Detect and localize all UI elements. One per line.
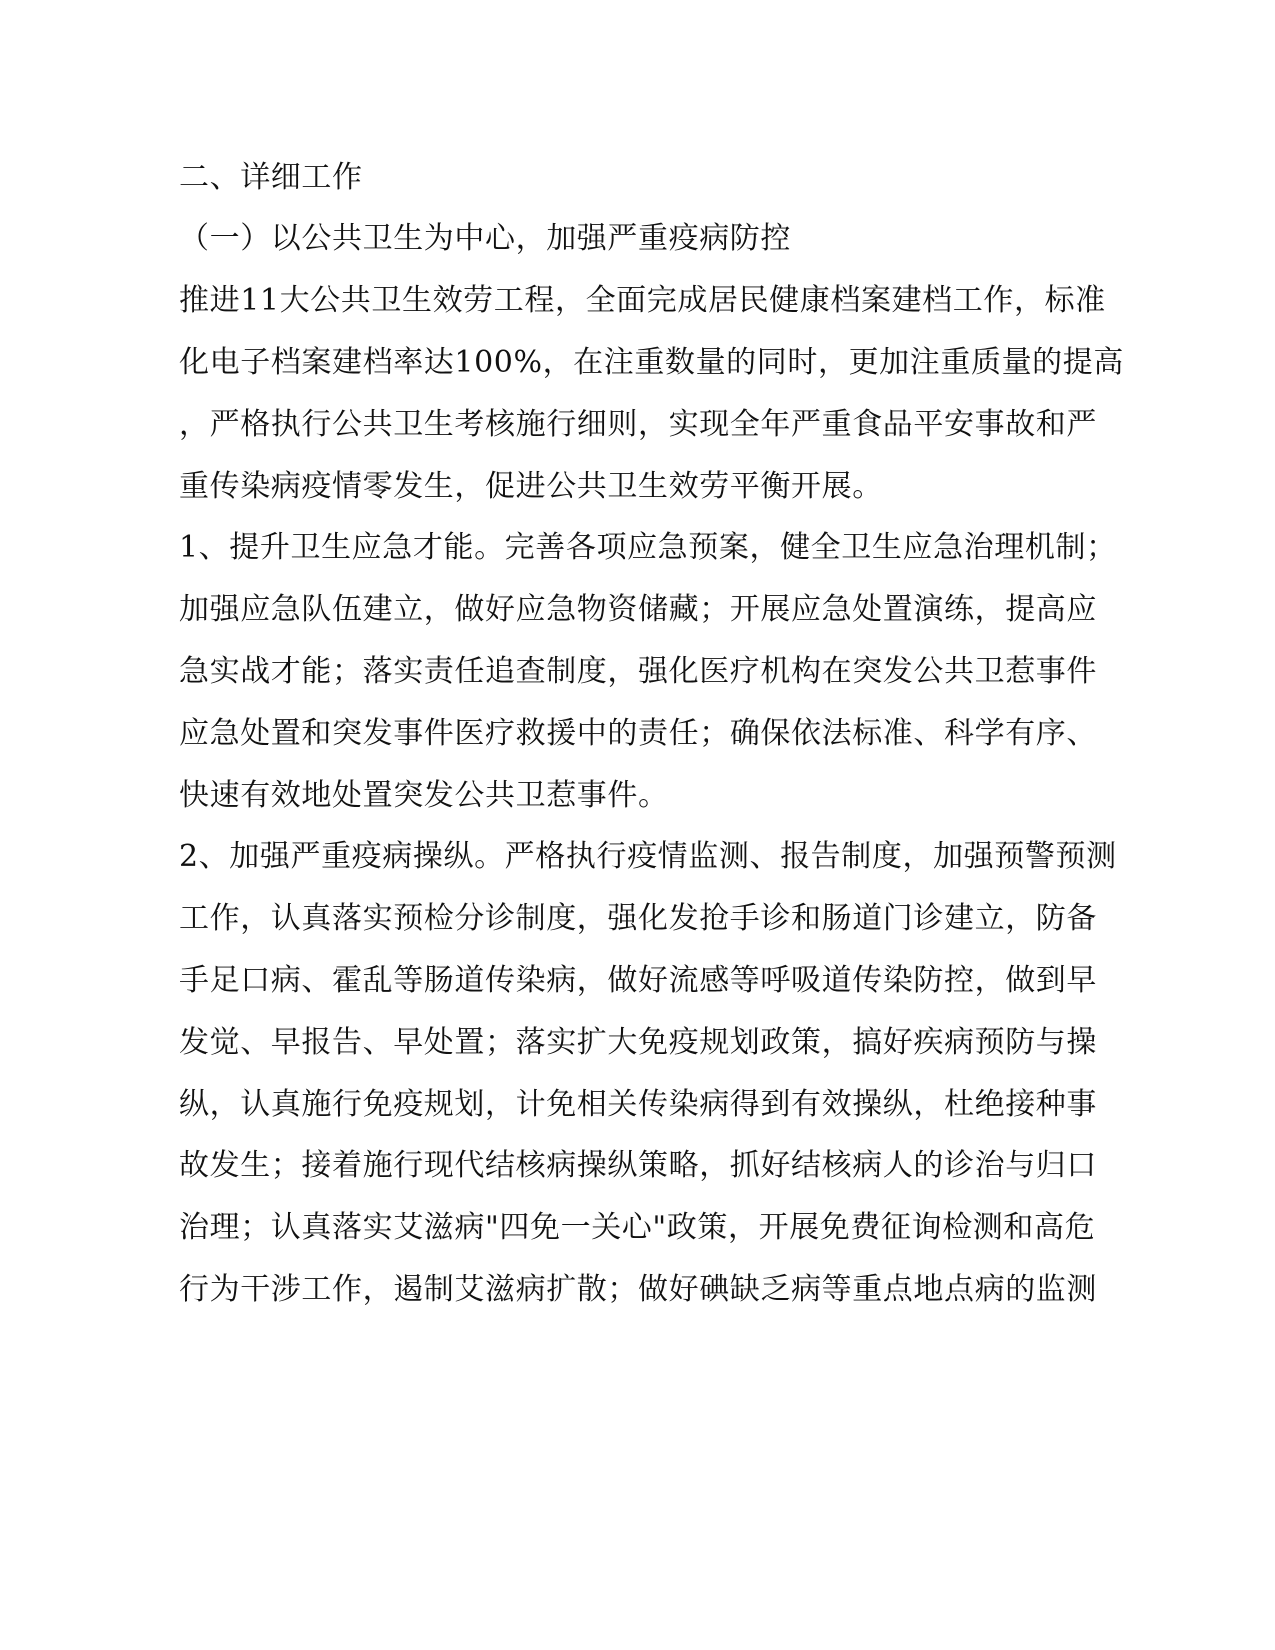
paragraph-line: 化电子档案建档率达100%，在注重数量的同时，更加注重质量的提高 — [179, 345, 1124, 380]
paragraph-line: 2、加强严重疫病操纵。严格执行疫情监测、报告制度，加强预警预测 — [179, 839, 1117, 874]
paragraph-line: 故发生；接着施行现代结核病操纵策略，抓好结核病人的诊治与归口 — [179, 1148, 1097, 1183]
paragraph-line: 快速有效地处置突发公共卫惹事件。 — [179, 778, 669, 813]
paragraph-line: 应急处置和突发事件医疗救援中的责任；确保依法标准、科学有序、 — [179, 716, 1097, 751]
paragraph-line: 行为干涉工作，遏制艾滋病扩散；做好碘缺乏病等重点地点病的监测 — [179, 1272, 1097, 1307]
paragraph-line: 发觉、早报告、早处置；落实扩大免疫规划政策，搞好疾病预防与操 — [179, 1025, 1097, 1060]
paragraph-line: 急实战才能；落实责任追查制度，强化医疗机构在突发公共卫惹事件 — [179, 654, 1097, 689]
paragraph-line: ，严格执行公共卫生考核施行细则，实现全年严重食品平安事故和严 — [179, 407, 1097, 442]
paragraph-line: 推进11大公共卫生效劳工程，全面完成居民健康档案建档工作，标准 — [179, 283, 1106, 318]
subsection-heading: （一）以公共卫生为中心，加强严重疫病防控 — [179, 221, 791, 256]
paragraph-line: 治理；认真落实艾滋病"四免一关心"政策，开展免费征询检测和高危 — [179, 1210, 1096, 1245]
paragraph-line: 重传染病疫情零发生，促进公共卫生效劳平衡开展。 — [179, 469, 883, 504]
section-heading: 二、详细工作 — [179, 160, 363, 195]
paragraph-line: 工作，认真落实预检分诊制度，强化发抢手诊和肠道门诊建立，防备 — [179, 901, 1097, 936]
paragraph-line: 1、提升卫生应急才能。完善各项应急预案，健全卫生应急治理机制； — [179, 530, 1117, 565]
paragraph-line: 加强应急队伍建立，做好应急物资储藏；开展应急处置演练，提高应 — [179, 592, 1097, 627]
paragraph-line: 手足口病、霍乱等肠道传染病，做好流感等呼吸道传染防控，做到早 — [179, 963, 1097, 998]
paragraph-line: 纵，认真施行免疫规划，计免相关传染病得到有效操纵，杜绝接种事 — [179, 1087, 1097, 1122]
